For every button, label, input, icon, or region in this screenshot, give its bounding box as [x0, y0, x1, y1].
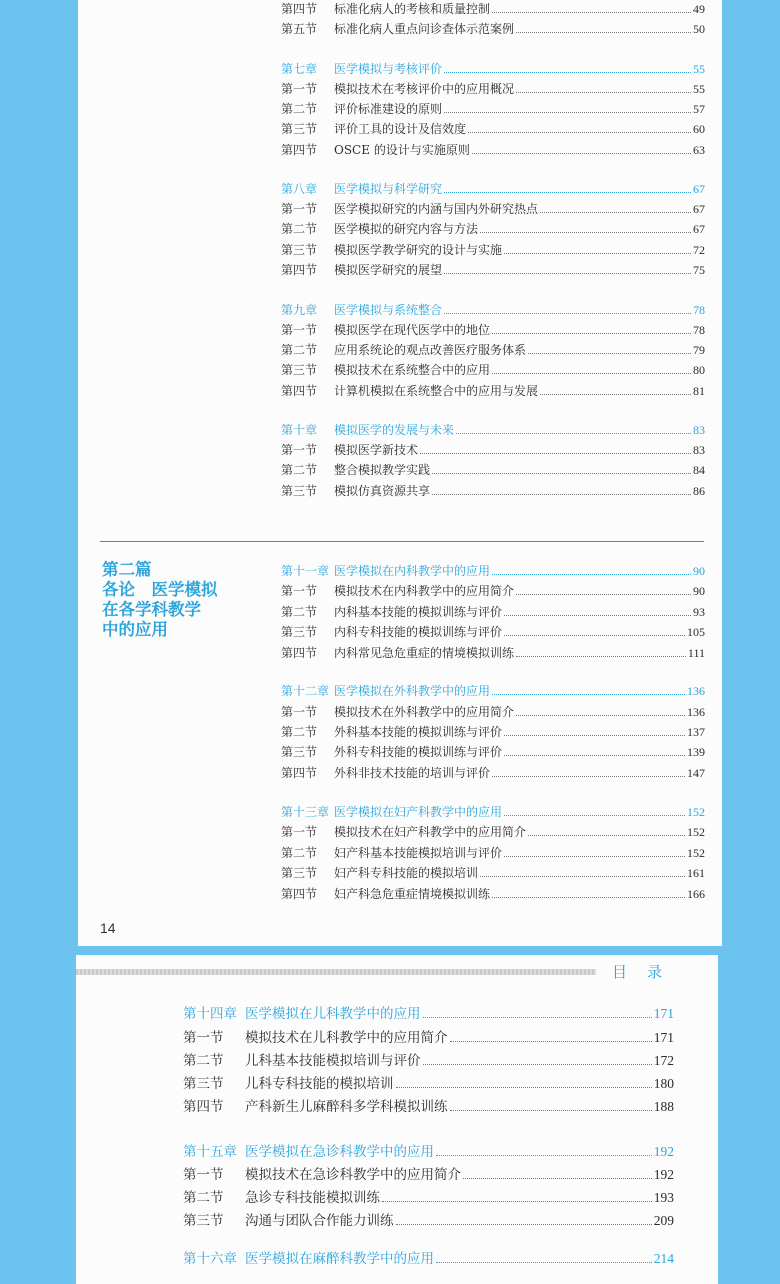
page-ref: 67 — [693, 182, 705, 196]
dot-leader — [456, 433, 691, 434]
toc-chapter-entry — [183, 1005, 674, 1023]
section-number: 第一节 — [183, 1167, 224, 1183]
toc-section-entry — [183, 1075, 674, 1093]
section-title: 计算机模拟在系统整合中的应用与发展 — [334, 384, 539, 398]
toc-section-entry — [183, 1212, 674, 1230]
chapter-number: 第十一章 — [281, 564, 330, 578]
dot-leader — [463, 1178, 652, 1179]
section-title: 内科基本技能的模拟训练与评价 — [334, 605, 503, 619]
dot-leader — [528, 353, 691, 354]
toc-chapter-entry — [281, 302, 705, 318]
section-title: 标准化病人的考核和质量控制 — [334, 2, 491, 16]
dot-leader — [504, 856, 685, 857]
section-number: 第二节 — [281, 343, 318, 357]
section-number: 第四节 — [281, 384, 318, 398]
section-title: 模拟技术在系统整合中的应用 — [334, 363, 491, 377]
toc-section-entry — [281, 142, 705, 158]
dot-leader — [432, 494, 691, 495]
toc-section-entry — [281, 483, 705, 499]
dot-leader — [540, 394, 691, 395]
toc-chapter-entry — [281, 181, 705, 197]
chapter-title: 医学模拟在妇产科教学中的应用 — [334, 805, 503, 819]
dot-leader — [444, 72, 691, 73]
dot-leader — [528, 835, 685, 836]
section-number: 第三节 — [183, 1076, 224, 1092]
section-number: 第五节 — [281, 22, 318, 36]
chapter-number: 第十六章 — [183, 1251, 237, 1267]
dot-leader — [492, 12, 691, 13]
chapter-title: 医学模拟在急诊科教学中的应用 — [245, 1144, 434, 1160]
toc-section-entry — [281, 383, 705, 399]
part-title-line: 第二篇 — [102, 560, 152, 579]
page-ref: 81 — [693, 384, 705, 398]
dot-leader — [504, 815, 685, 816]
page-ref: 105 — [687, 625, 705, 639]
page-ref: 67 — [693, 202, 705, 216]
section-number: 第四节 — [281, 143, 318, 157]
page-ref: 147 — [687, 766, 705, 780]
section-number: 第二节 — [281, 222, 318, 236]
dot-leader — [516, 656, 686, 657]
dot-leader — [492, 373, 691, 374]
dot-leader — [444, 112, 691, 113]
toc-chapter-entry — [183, 1250, 674, 1268]
running-head: 目录 — [612, 963, 683, 981]
section-title: 妇产科急危重症情境模拟训练 — [334, 887, 491, 901]
section-number: 第二节 — [281, 846, 318, 860]
page-ref: 63 — [693, 143, 705, 157]
dot-leader — [444, 273, 691, 274]
section-number: 第一节 — [281, 443, 318, 457]
chapter-title: 医学模拟在内科教学中的应用 — [334, 564, 491, 578]
toc-section-entry — [281, 462, 705, 478]
page-ref: 193 — [653, 1190, 674, 1205]
section-title: 内科专科技能的模拟训练与评价 — [334, 625, 503, 639]
page-ref: 79 — [693, 343, 705, 357]
dot-leader — [504, 253, 691, 254]
section-number: 第三节 — [281, 122, 318, 136]
dot-leader — [450, 1041, 652, 1042]
toc-section-entry — [281, 342, 705, 358]
section-title: 妇产科基本技能模拟培训与评价 — [334, 846, 503, 860]
toc-section-entry — [281, 865, 705, 881]
chapter-title: 医学模拟与科学研究 — [334, 182, 443, 196]
page-ref: 166 — [687, 887, 705, 901]
toc-chapter-entry — [281, 804, 705, 820]
dot-leader — [540, 212, 691, 213]
chapter-title: 医学模拟在儿科教学中的应用 — [245, 1006, 421, 1022]
section-number: 第三节 — [281, 866, 318, 880]
toc-section-entry — [281, 744, 705, 760]
section-title: 模拟医学教学研究的设计与实施 — [334, 243, 503, 257]
page-ref: 60 — [693, 122, 705, 136]
page-ref: 72 — [693, 243, 705, 257]
page-ref: 78 — [693, 303, 705, 317]
dot-leader — [423, 1017, 652, 1018]
section-title: 模拟医学研究的展望 — [334, 263, 443, 277]
page-ref: 67 — [693, 222, 705, 236]
section-title: 评价标准建设的原则 — [334, 102, 443, 116]
page-ref: 93 — [693, 605, 705, 619]
page-ref: 75 — [693, 263, 705, 277]
section-number: 第四节 — [281, 263, 318, 277]
dot-leader — [396, 1087, 652, 1088]
chapter-number: 第十章 — [281, 423, 318, 437]
toc-chapter-entry — [183, 1143, 674, 1161]
toc-chapter-entry — [281, 61, 705, 77]
dot-leader — [492, 897, 685, 898]
dot-leader — [516, 32, 691, 33]
dot-leader — [480, 876, 685, 877]
toc-section-entry — [281, 624, 705, 640]
section-number: 第二节 — [281, 463, 318, 477]
dot-leader — [504, 635, 685, 636]
page-ref: 57 — [693, 102, 705, 116]
toc-section-entry — [281, 81, 705, 97]
section-title: 急诊专科技能模拟训练 — [245, 1190, 380, 1206]
dot-leader — [444, 313, 691, 314]
toc-section-entry — [281, 1, 705, 17]
toc-chapter-entry — [281, 683, 705, 699]
toc-section-entry — [281, 21, 705, 37]
toc-section-entry — [281, 121, 705, 137]
toc-section-entry — [281, 824, 705, 840]
section-number: 第一节 — [183, 1030, 224, 1046]
dot-leader — [504, 755, 685, 756]
page-ref: 152 — [687, 825, 705, 839]
section-title: 标准化病人重点问诊查体示范案例 — [334, 22, 515, 36]
toc-section-entry — [281, 704, 705, 720]
chapter-title: 医学模拟与系统整合 — [334, 303, 443, 317]
toc-section-entry — [281, 604, 705, 620]
page-ref: 171 — [653, 1006, 674, 1021]
section-number: 第三节 — [281, 625, 318, 639]
section-number: 第二节 — [281, 605, 318, 619]
section-title: 模拟技术在外科教学中的应用简介 — [334, 705, 515, 719]
page-number: 14 — [100, 920, 116, 936]
dot-leader — [492, 574, 691, 575]
dot-leader — [432, 473, 691, 474]
section-title: 沟通与团队合作能力训练 — [245, 1213, 394, 1229]
section-number: 第四节 — [183, 1099, 224, 1115]
dot-leader — [472, 153, 691, 154]
chapter-number: 第七章 — [281, 62, 318, 76]
section-number: 第三节 — [183, 1213, 224, 1229]
page-ref: 192 — [653, 1167, 674, 1182]
toc-section-entry — [183, 1029, 674, 1047]
dot-leader — [468, 132, 691, 133]
dot-leader — [504, 735, 685, 736]
dot-leader — [382, 1201, 652, 1202]
page-ref: 90 — [693, 584, 705, 598]
section-title: 产科新生儿麻醉科多学科模拟训练 — [245, 1099, 448, 1115]
page-ref: 111 — [687, 646, 705, 660]
section-number: 第三节 — [281, 745, 318, 759]
page-ref: 83 — [693, 423, 705, 437]
page-ref: 83 — [693, 443, 705, 457]
section-number: 第四节 — [281, 766, 318, 780]
dot-leader — [492, 776, 685, 777]
section-number: 第四节 — [281, 887, 318, 901]
toc-section-entry — [281, 201, 705, 217]
page-ref: 55 — [693, 62, 705, 76]
section-number: 第一节 — [281, 705, 318, 719]
chapter-title: 医学模拟在外科教学中的应用 — [334, 684, 491, 698]
section-number: 第四节 — [281, 2, 318, 16]
page-ref: 172 — [653, 1053, 674, 1068]
section-title: 医学模拟的研究内容与方法 — [334, 222, 479, 236]
toc-section-entry — [281, 724, 705, 740]
page-ref: 209 — [653, 1213, 674, 1228]
toc-page-14 — [78, 0, 722, 946]
section-title: 外科专科技能的模拟训练与评价 — [334, 745, 503, 759]
chapter-number: 第十三章 — [281, 805, 330, 819]
chapter-number: 第十二章 — [281, 684, 330, 698]
dot-leader — [436, 1155, 652, 1156]
page-ref: 86 — [693, 484, 705, 498]
section-title: 模拟技术在内科教学中的应用简介 — [334, 584, 515, 598]
page-ref: 55 — [693, 82, 705, 96]
page-ref: 80 — [693, 363, 705, 377]
chapter-title: 模拟医学的发展与未来 — [334, 423, 455, 437]
dot-leader — [492, 694, 685, 695]
toc-page-next — [76, 955, 718, 1284]
section-title: 模拟医学新技术 — [334, 443, 419, 457]
section-title: 模拟技术在儿科教学中的应用简介 — [245, 1030, 448, 1046]
section-title: 评价工具的设计及信效度 — [334, 122, 467, 136]
dot-leader — [396, 1224, 652, 1225]
section-title: 应用系统论的观点改善医疗服务体系 — [334, 343, 527, 357]
part-title-line: 各论 医学模拟 — [102, 580, 218, 599]
section-number: 第一节 — [281, 202, 318, 216]
section-number: 第三节 — [281, 243, 318, 257]
section-number: 第二节 — [183, 1053, 224, 1069]
page-ref: 152 — [687, 805, 705, 819]
page-ref: 214 — [653, 1251, 674, 1266]
page-ref: 161 — [687, 866, 705, 880]
toc-section-entry — [281, 765, 705, 781]
section-number: 第二节 — [281, 102, 318, 116]
toc-section-entry — [281, 322, 705, 338]
page-ref: 50 — [693, 22, 705, 36]
section-number: 第二节 — [281, 725, 318, 739]
part-title-line: 中的应用 — [102, 620, 168, 639]
page-ref: 192 — [653, 1144, 674, 1159]
chapter-number: 第八章 — [281, 182, 318, 196]
chapter-number: 第九章 — [281, 303, 318, 317]
chapter-number: 第十五章 — [183, 1144, 237, 1160]
page-ref: 90 — [693, 564, 705, 578]
toc-section-entry — [281, 886, 705, 902]
toc-section-entry — [183, 1166, 674, 1184]
page-ref: 180 — [653, 1076, 674, 1091]
dot-leader — [504, 615, 691, 616]
part-title — [102, 560, 218, 640]
page-ref: 84 — [693, 463, 705, 477]
dot-leader — [436, 1262, 652, 1263]
section-title: 医学模拟研究的内涵与国内外研究热点 — [334, 202, 539, 216]
section-number: 第二节 — [183, 1190, 224, 1206]
toc-chapter-entry — [281, 422, 705, 438]
section-title: 模拟医学在现代医学中的地位 — [334, 323, 491, 337]
page-ref: 171 — [653, 1030, 674, 1045]
section-title: OSCE 的设计与实施原则 — [334, 143, 470, 157]
toc-section-entry — [183, 1098, 674, 1116]
dot-leader — [450, 1110, 652, 1111]
section-number: 第一节 — [281, 82, 318, 96]
page-ref: 188 — [653, 1099, 674, 1114]
dot-leader — [516, 594, 691, 595]
toc-section-entry — [281, 101, 705, 117]
page-ref: 137 — [687, 725, 705, 739]
section-title: 儿科专科技能的模拟培训 — [245, 1076, 394, 1092]
dot-leader — [480, 232, 691, 233]
toc-section-entry — [281, 362, 705, 378]
section-title: 外科非技术技能的培训与评价 — [334, 766, 491, 780]
dot-leader — [492, 333, 691, 334]
dot-leader — [516, 92, 691, 93]
section-title: 儿科基本技能模拟培训与评价 — [245, 1053, 421, 1069]
section-title: 模拟技术在考核评价中的应用概况 — [334, 82, 515, 96]
part-divider — [100, 541, 704, 542]
section-title: 妇产科专科技能的模拟培训 — [334, 866, 479, 880]
toc-section-entry — [281, 242, 705, 258]
part-title-line: 在各学科教学 — [102, 600, 201, 619]
chapter-number: 第十四章 — [183, 1006, 237, 1022]
section-title: 模拟技术在妇产科教学中的应用简介 — [334, 825, 527, 839]
page-ref: 136 — [687, 705, 705, 719]
toc-section-entry — [281, 442, 705, 458]
chapter-title: 医学模拟与考核评价 — [334, 62, 443, 76]
page-ref: 139 — [687, 745, 705, 759]
section-number: 第四节 — [281, 646, 318, 660]
dot-leader — [516, 715, 685, 716]
page-ref: 49 — [693, 2, 705, 16]
toc-section-entry — [281, 221, 705, 237]
section-number: 第三节 — [281, 484, 318, 498]
section-number: 第一节 — [281, 323, 318, 337]
toc-section-entry — [183, 1189, 674, 1207]
section-number: 第一节 — [281, 584, 318, 598]
dot-leader — [420, 453, 691, 454]
section-title: 外科基本技能的模拟训练与评价 — [334, 725, 503, 739]
toc-section-entry — [183, 1052, 674, 1070]
toc-section-entry — [281, 262, 705, 278]
toc-section-entry — [281, 583, 705, 599]
toc-section-entry — [281, 845, 705, 861]
chapter-title: 医学模拟在麻醉科教学中的应用 — [245, 1251, 434, 1267]
page-ref: 78 — [693, 323, 705, 337]
section-number: 第一节 — [281, 825, 318, 839]
dot-leader — [423, 1064, 652, 1065]
toc-section-entry — [281, 645, 705, 661]
page-ref: 136 — [687, 684, 705, 698]
section-number: 第三节 — [281, 363, 318, 377]
toc-chapter-entry — [281, 563, 705, 579]
dot-leader — [444, 192, 691, 193]
running-head-bar — [76, 969, 596, 975]
section-title: 模拟技术在急诊科教学中的应用简介 — [245, 1167, 461, 1183]
section-title: 内科常见急危重症的情境模拟训练 — [334, 646, 515, 660]
page-ref: 152 — [687, 846, 705, 860]
section-title: 整合模拟教学实践 — [334, 463, 431, 477]
section-title: 模拟仿真资源共享 — [334, 484, 431, 498]
